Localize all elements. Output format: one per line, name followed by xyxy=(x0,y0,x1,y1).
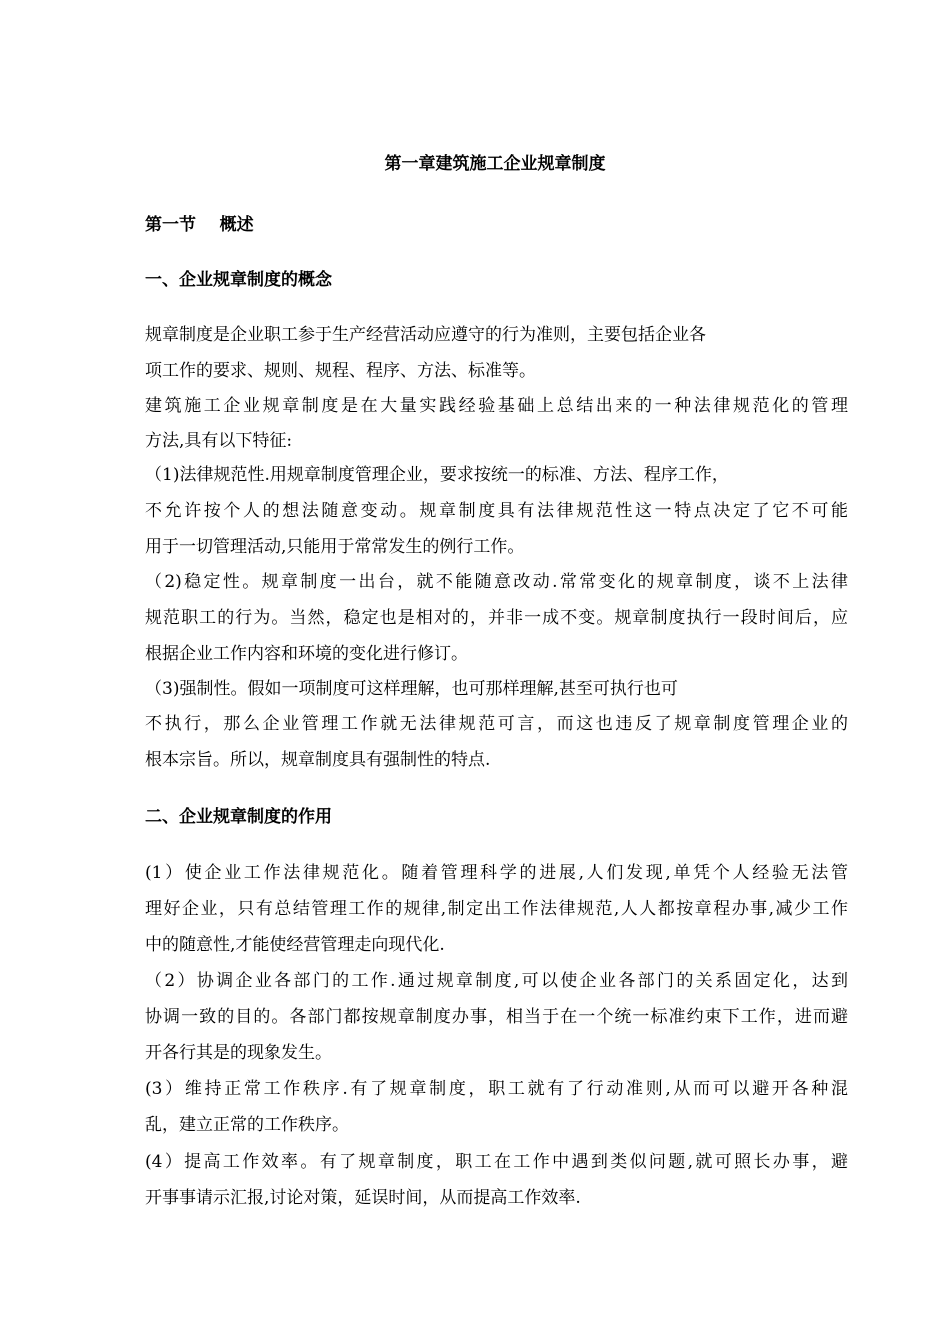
paragraph-line: 方法,具有以下特征: xyxy=(145,431,293,451)
paragraph-line: (1）使企业工作法律规范化。随着管理科学的进展,人们发现,单凭个人经验无法管 xyxy=(145,863,848,883)
paragraph-line: 根本宗旨。所以，规章制度具有强制性的特点. xyxy=(145,750,491,770)
part1-heading: 一、企业规章制度的概念 xyxy=(145,270,332,290)
paragraph-line: (4）提高工作效率。有了规章制度，职工在工作中遇到类似问题,就可照长办事，避 xyxy=(145,1152,848,1172)
paragraph-line: 建筑施工企业规章制度是在大量实践经验基础上总结出来的一种法律规范化的管理 xyxy=(145,396,848,416)
paragraph-line: 不允许按个人的想法随意变动。规章制度具有法律规范性这一特点决定了它不可能 xyxy=(145,501,848,521)
paragraph-line: 不执行，那么企业管理工作就无法律规范可言，而这也违反了规章制度管理企业的 xyxy=(145,714,848,734)
paragraph-line: 协调一致的目的。各部门都按规章制度办事，相当于在一个统一标准约束下工作，进而避 xyxy=(145,1007,848,1027)
chapter-title: 第一章建筑施工企业规章制度 xyxy=(384,154,606,174)
paragraph-line: 理好企业，只有总结管理工作的规律,制定出工作法律规范,人人都按章程办事,减少工作 xyxy=(145,899,848,919)
paragraph-line: （1)法律规范性.用规章制度管理企业，要求按统一的标准、方法、程序工作， xyxy=(145,465,729,485)
paragraph-line: 规范职工的行为。当然，稳定也是相对的，并非一成不变。规章制度执行一段时间后，应 xyxy=(145,608,848,628)
paragraph-line: （2）协调企业各部门的工作.通过规章制度,可以使企业各部门的关系固定化，达到 xyxy=(145,971,848,991)
paragraph-line: 中的随意性,才能使经营管理走向现代化. xyxy=(145,935,445,955)
paragraph-line: 乱，建立正常的工作秩序。 xyxy=(145,1115,349,1135)
paragraph-line: 规章制度是企业职工参于生产经营活动应遵守的行为准则，主要包括企业各 xyxy=(145,325,706,345)
paragraph-line: （3)强制性。假如一项制度可这样理解，也可那样理解,甚至可执行也可 xyxy=(145,679,678,699)
paragraph-line: 用于一切管理活动,只能用于常常发生的例行工作。 xyxy=(145,537,525,557)
part2-heading: 二、企业规章制度的作用 xyxy=(145,807,332,827)
paragraph-line: （2)稳定性。规章制度一出台，就不能随意改动.常常变化的规章制度，谈不上法律 xyxy=(145,572,848,592)
paragraph-line: 根据企业工作内容和环境的变化进行修订。 xyxy=(145,644,468,664)
paragraph-line: 开各行其是的现象发生。 xyxy=(145,1043,332,1063)
section-heading: 第一节 概述 xyxy=(145,215,254,235)
paragraph-line: 开事事请示汇报,讨论对策，延误时间，从而提高工作效率. xyxy=(145,1188,581,1208)
paragraph-line: 项工作的要求、规则、规程、程序、方法、标准等。 xyxy=(145,361,536,381)
paragraph-line: (3）维持正常工作秩序.有了规章制度，职工就有了行动准则,从而可以避开各种混 xyxy=(145,1079,848,1099)
